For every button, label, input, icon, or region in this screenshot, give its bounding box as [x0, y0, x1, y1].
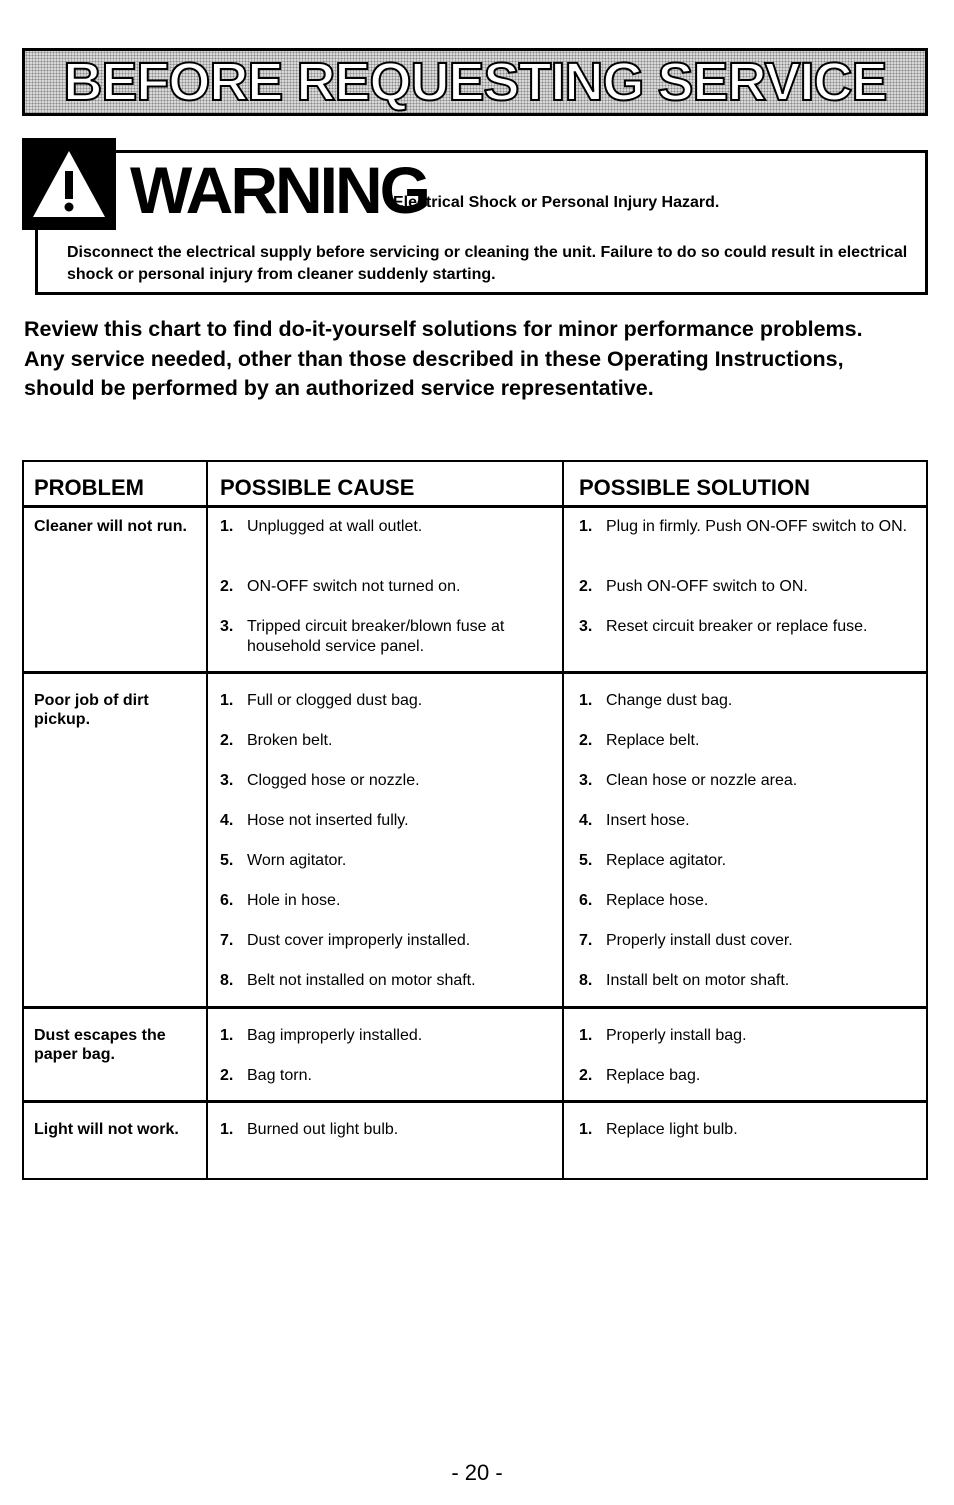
- problem-label: Cleaner will not run.: [34, 518, 187, 535]
- item-number: 1.: [579, 692, 593, 709]
- item-number: 1.: [579, 518, 593, 535]
- item-number: 4.: [220, 812, 234, 829]
- item-number: 1.: [220, 518, 234, 535]
- cause-item: [220, 577, 555, 597]
- page-number: - 20 -: [451, 1460, 503, 1485]
- warning-heading: WARNING: [130, 153, 428, 227]
- cause-item: [220, 931, 555, 951]
- solution-text: Properly install dust cover.: [606, 932, 793, 949]
- solution-item: [579, 691, 919, 711]
- solution-text: Replace belt.: [606, 732, 700, 749]
- cause-text: Hole in hose.: [247, 892, 341, 909]
- cause-item: [220, 1120, 555, 1140]
- cause-item: [220, 891, 555, 911]
- item-number: 3.: [579, 618, 593, 635]
- problem-label: Dust escapes the paper bag.: [34, 1027, 166, 1063]
- item-number: 1.: [220, 1027, 234, 1044]
- solution-item: [579, 617, 919, 637]
- item-number: 8.: [579, 972, 593, 989]
- item-number: 1.: [579, 1027, 593, 1044]
- cause-text: Worn agitator.: [247, 852, 347, 869]
- section-divider: [24, 1100, 926, 1103]
- intro-paragraph: Review this chart to find do-it-yourself solutions for minor performance problems. Any service needed, other than those described in these Operating Instructions, should be performed by an authorized service representative.: [24, 317, 863, 400]
- problem-label: Poor job of dirt pickup.: [34, 692, 149, 728]
- cause-text: Bag improperly installed.: [247, 1027, 423, 1044]
- cause-text: Belt not installed on motor shaft.: [247, 972, 476, 989]
- cause-text: Clogged hose or nozzle.: [247, 772, 420, 789]
- cause-text: Hose not inserted fully.: [247, 812, 409, 829]
- cause-text: Unplugged at wall outlet.: [247, 518, 423, 535]
- section-divider: [24, 671, 926, 674]
- solution-item: [579, 577, 919, 597]
- solution-text: Push ON-OFF switch to ON.: [606, 578, 808, 595]
- solution-item: [579, 1026, 919, 1046]
- item-number: 1.: [579, 1121, 593, 1138]
- section-divider: [24, 1006, 926, 1009]
- cause-item: [220, 1026, 555, 1046]
- cause-item: [220, 811, 555, 831]
- header-cause: POSSIBLE CAUSE: [220, 475, 415, 500]
- item-number: 2.: [220, 732, 234, 749]
- warning-text: Disconnect the electrical supply before servicing or cleaning the unit. Failure to do so could result in electrical shock or personal injury from cleaner suddenly starting.: [67, 244, 908, 283]
- cause-text: Bag torn.: [247, 1067, 312, 1084]
- item-number: 2.: [579, 1067, 593, 1084]
- cause-text: Full or clogged dust bag.: [247, 692, 423, 709]
- solution-item: [579, 731, 919, 751]
- header-solution: POSSIBLE SOLUTION: [579, 475, 811, 500]
- solution-item: [579, 891, 919, 911]
- cause-text: ON-OFF switch not turned on.: [247, 578, 461, 595]
- solution-item: [579, 851, 919, 871]
- cause-item: [220, 971, 555, 991]
- column-divider: [562, 462, 564, 1178]
- item-number: 4.: [579, 812, 593, 829]
- solution-item: [579, 1120, 919, 1140]
- item-number: 3.: [220, 618, 234, 635]
- item-number: 5.: [579, 852, 593, 869]
- solution-item: [579, 971, 919, 991]
- warning-hazard: Electrical Shock or Personal Injury Hazard.: [393, 194, 720, 211]
- cause-item: [220, 771, 555, 791]
- solution-text: Insert hose.: [606, 812, 690, 829]
- item-number: 5.: [220, 852, 234, 869]
- solution-item: [579, 771, 919, 791]
- solution-text: Clean hose or nozzle area.: [606, 772, 798, 789]
- solution-item: [579, 931, 919, 951]
- item-number: 8.: [220, 972, 234, 989]
- solution-item: [579, 517, 919, 537]
- solution-text: Properly install bag.: [606, 1027, 747, 1044]
- item-number: 2.: [220, 1067, 234, 1084]
- solution-text: Replace light bulb.: [606, 1121, 738, 1138]
- item-number: 3.: [579, 772, 593, 789]
- header-problem: PROBLEM: [34, 475, 144, 500]
- section-banner: [22, 48, 928, 116]
- item-number: 1.: [220, 692, 234, 709]
- solution-text: Install belt on motor shaft.: [606, 972, 790, 989]
- solution-item: [579, 811, 919, 831]
- column-divider: [206, 462, 208, 1178]
- item-number: 2.: [579, 578, 593, 595]
- cause-item: [220, 517, 555, 537]
- solution-text: Reset circuit breaker or replace fuse.: [606, 618, 868, 635]
- cause-text: Burned out light bulb.: [247, 1121, 399, 1138]
- item-number: 6.: [220, 892, 234, 909]
- solution-text: Replace bag.: [606, 1067, 701, 1084]
- warning-icon-box: [22, 138, 116, 230]
- item-number: 1.: [220, 1121, 234, 1138]
- cause-item: [220, 617, 555, 657]
- item-number: 7.: [579, 932, 593, 949]
- item-number: 6.: [579, 892, 593, 909]
- cause-item: [220, 691, 555, 711]
- item-number: 3.: [220, 772, 234, 789]
- cause-text: Tripped circuit breaker/blown fuse at household service panel.: [247, 618, 505, 655]
- cause-text: Dust cover improperly installed.: [247, 932, 471, 949]
- cause-item: [220, 731, 555, 751]
- cause-item: [220, 851, 555, 871]
- troubleshooting-table: [22, 460, 928, 1180]
- cause-item: [220, 1066, 555, 1086]
- solution-item: [579, 1066, 919, 1086]
- problem-label: Light will not work.: [34, 1121, 179, 1138]
- item-number: 2.: [220, 578, 234, 595]
- header-divider: [24, 505, 926, 508]
- cause-text: Broken belt.: [247, 732, 333, 749]
- warning-triangle-icon: [29, 147, 109, 221]
- solution-text: Replace hose.: [606, 892, 709, 909]
- item-number: 7.: [220, 932, 234, 949]
- solution-text: Plug in firmly. Push ON-OFF switch to ON.: [606, 518, 908, 535]
- solution-text: Replace agitator.: [606, 852, 727, 869]
- banner-title: BEFORE REQUESTING SERVICE: [63, 52, 887, 112]
- solution-text: Change dust bag.: [606, 692, 733, 709]
- item-number: 2.: [579, 732, 593, 749]
